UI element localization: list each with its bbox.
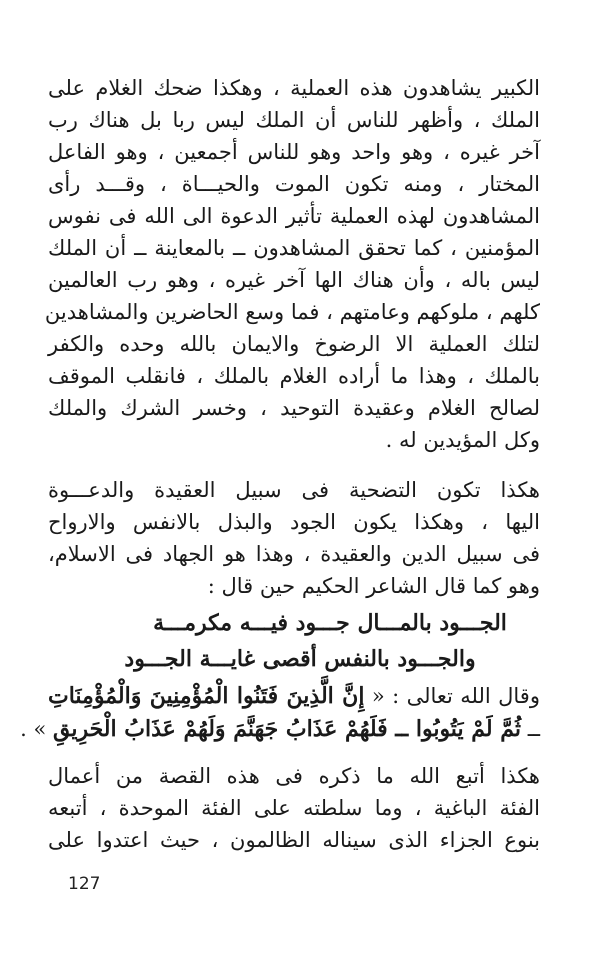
paragraph-conclusion [48, 760, 540, 856]
text-line: ليس باله ، وأن هناك الها آخر غيره ، وهو رب العالمين [48, 268, 540, 292]
text-line: بنوع الجزاء الذى سيناله الظالمون ، حيث اعتدوا على [48, 828, 540, 852]
quran-quote [20, 680, 540, 746]
poem-verse-2: والجـــود بالنفس أقصى غايـــة الجـــود [124, 646, 476, 672]
text-line: لتلك العملية الا الرضوخ والايمان بالله وحده والكفر [48, 332, 540, 356]
text-line: هكذا أتبع الله ما ذكره فى هذه القصة من أعمال [48, 764, 540, 788]
poem-verse-1: الجـــود بالمـــال جـــود فيـــه مكرمـــة [153, 610, 507, 636]
quran-line-2 [20, 713, 540, 746]
text-line: فى سبيل الدين والعقيدة ، وهذا هو الجهاد فى الاسلام، [48, 542, 540, 566]
verse-text: ثُمَّ لَمْ يَتُوبُوا ــ فَلَهُمْ عَذَابُ جَهَنَّمَ وَلَهُمْ عَذَابُ الْحَرِيقِ [53, 716, 521, 742]
quran-line-1 [48, 680, 540, 713]
text-line: الكبير يشاهدون هذه العملية ، وهكذا ضحك الغلام على [48, 76, 540, 100]
verse-text: إِنَّ الَّذِينَ فَتَنُوا الْمُؤْمِنِينَ وَالْمُؤْمِنَاتِ [48, 683, 365, 709]
quote-close: » . [20, 717, 47, 741]
text-line: اليها ، وهكذا يكون الجود والبذل بالانفس والارواح [48, 510, 540, 534]
paragraph-sacrifice [48, 474, 540, 602]
text-line: آخر غيره ، وهو واحد وهو للناس أجمعين ، وهو الفاعل [48, 140, 540, 164]
text-line: المؤمنين ، كما تحقق المشاهدون ــ بالمعاينة ــ أن الملك [48, 236, 540, 260]
dash: ــ [527, 717, 540, 741]
text-line: المشاهدون لهذه العملية تأثير الدعوة الى الله فى نفوس [48, 204, 540, 228]
text-line: كلهم ، ملوكهم وعامتهم ، فما وسع الحاضرين والمشاهدين [44, 300, 540, 324]
paragraph-story [44, 72, 540, 456]
page-number: 127 [68, 874, 101, 894]
text-line: الملك ، وأظهر للناس أن الملك ليس ربا بل هناك رب [48, 108, 540, 132]
text-line: وكل المؤيدين له . [385, 428, 540, 452]
text-line: وهو كما قال الشاعر الحكيم حين قال : [207, 574, 540, 598]
text-line: الفئة الباغية ، وما سلطته على الفئة الموحدة ، أتبعه [48, 796, 540, 820]
text-line: المختار ، ومنه تكون الموت والحيـــاة ، وقـــد رأى [48, 172, 540, 196]
quote-intro: وقال الله تعالى : « [371, 684, 540, 708]
text-line: بالملك ، وهذا ما أراده الغلام بالملك ، فانقلب الموقف [48, 364, 540, 388]
text-line: لصالح الغلام وعقيدة التوحيد ، وخسر الشرك والملك [48, 396, 540, 420]
text-line: هكذا تكون التضحية فى سبيل العقيدة والدعـــوة [48, 478, 540, 502]
